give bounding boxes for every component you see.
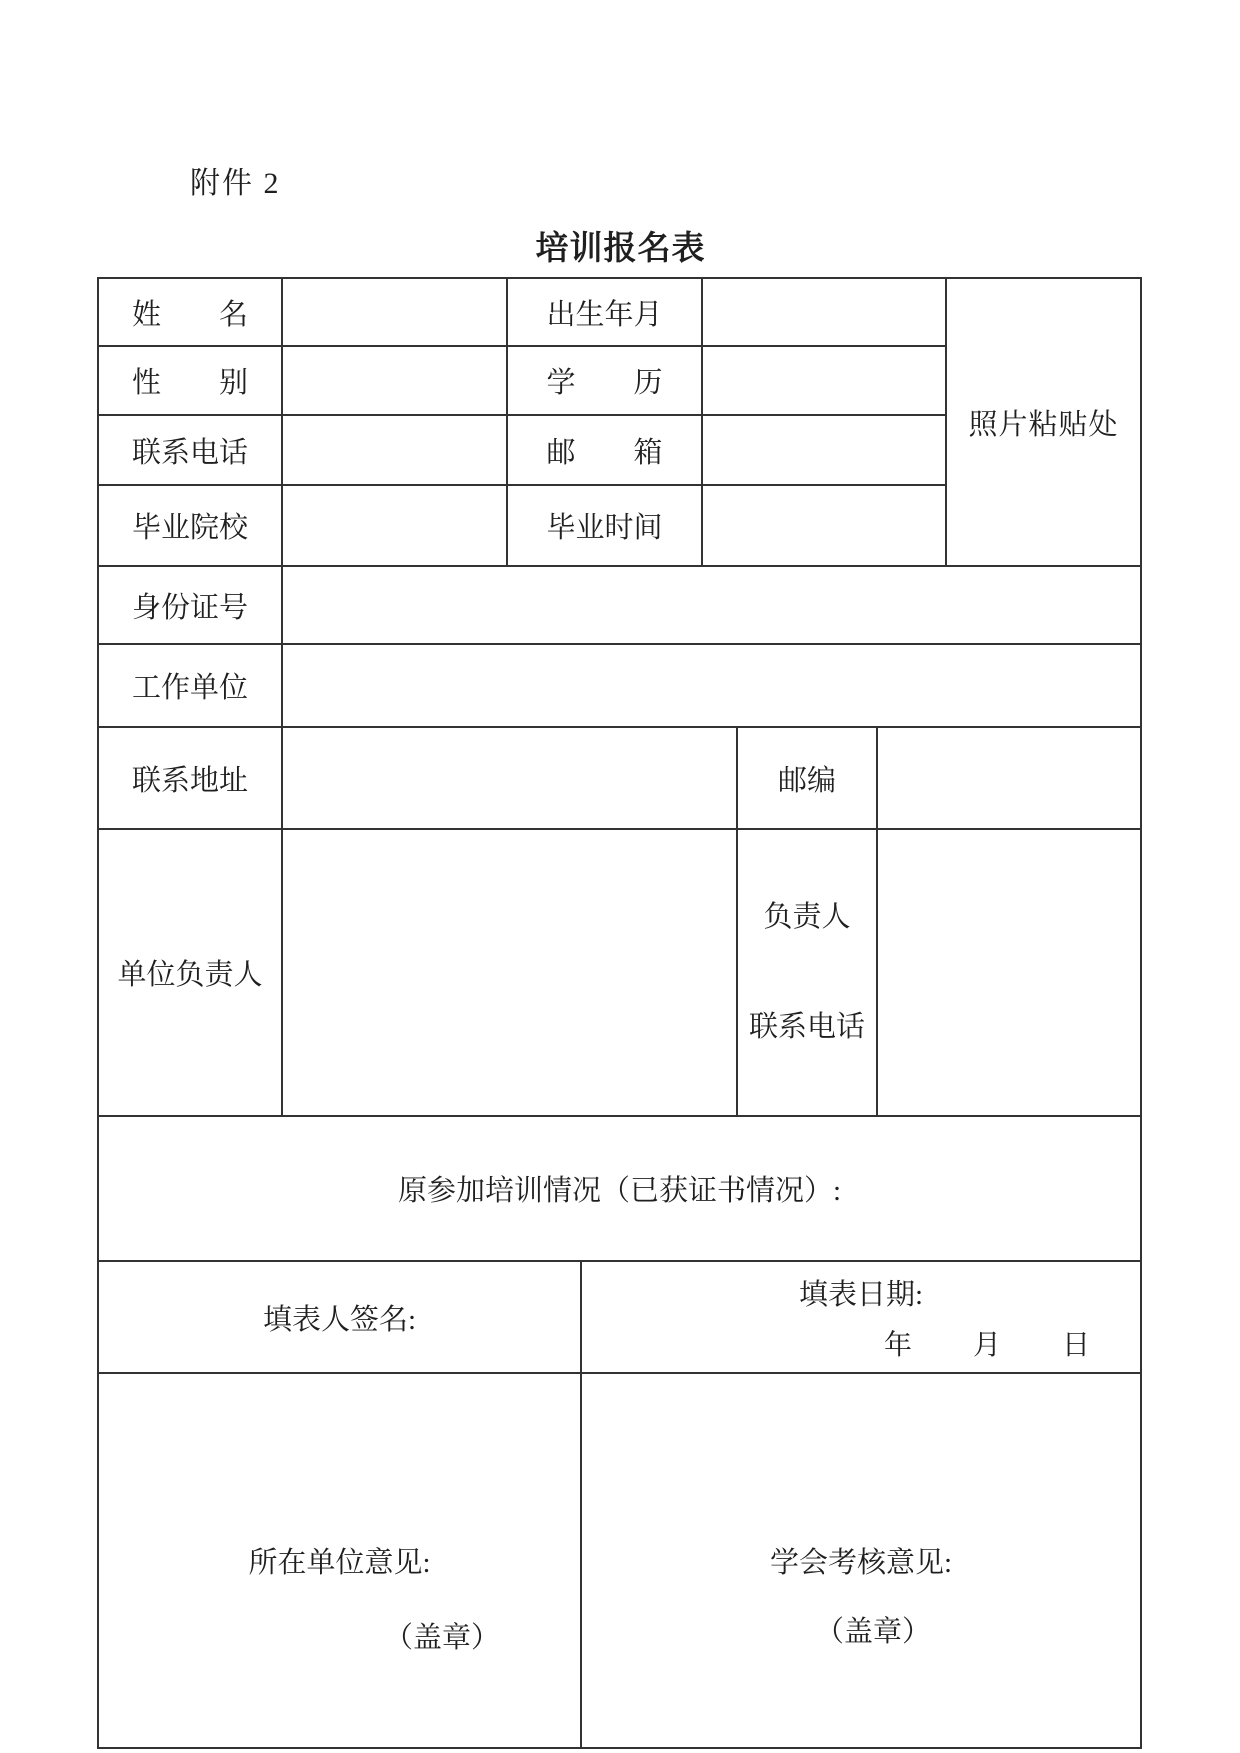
day-label: 日 (1062, 1329, 1091, 1361)
table-row (98, 1261, 1141, 1373)
unit-head-label: 单位负责人 (98, 829, 282, 1116)
head-phone-label-line1: 负责人 (763, 901, 851, 933)
name-fill-cell[interactable] (282, 278, 507, 346)
unit-opinion-label: 所在单位意见: (248, 1547, 431, 1579)
fill-date-cell[interactable] (581, 1261, 1141, 1373)
unit-head-fill-cell[interactable] (282, 829, 737, 1116)
id-number-label: 身份证号 (98, 566, 282, 644)
filler-signature-cell[interactable] (98, 1261, 581, 1373)
month-label: 月 (973, 1329, 1002, 1361)
head-phone-label (737, 829, 877, 1116)
name-label: 姓 名 (98, 278, 282, 346)
postal-code-label: 邮编 (737, 727, 877, 829)
education-label: 学 历 (507, 346, 702, 415)
training-history-cell[interactable] (98, 1116, 1141, 1261)
graduate-school-label: 毕业院校 (98, 485, 282, 566)
unit-seal-label: （盖章） (384, 1622, 501, 1654)
filler-signature-label: 填表人签名: (262, 1303, 417, 1336)
table-row (98, 1116, 1141, 1261)
id-number-fill-cell[interactable] (282, 566, 1141, 644)
table-row (98, 644, 1141, 727)
table-row (98, 727, 1141, 829)
graduate-school-fill-cell[interactable] (282, 485, 507, 566)
society-seal-label: （盖章） (815, 1616, 932, 1648)
date-line (582, 1323, 1140, 1363)
postal-code-fill-cell[interactable] (877, 727, 1141, 829)
training-history-label: 原参加培训情况（已获证书情况）: (397, 1175, 842, 1207)
registration-table (97, 277, 1142, 1749)
table-row (98, 278, 1141, 346)
table-row (98, 829, 1141, 1116)
fill-date-label: 填表日期: (798, 1278, 924, 1311)
graduation-time-fill-cell[interactable] (702, 485, 946, 566)
work-unit-fill-cell[interactable] (282, 644, 1141, 727)
email-fill-cell[interactable] (702, 415, 946, 485)
birth-date-label: 出生年月 (507, 278, 702, 346)
graduation-time-label: 毕业时间 (507, 485, 702, 566)
society-opinion-cell[interactable] (581, 1373, 1141, 1748)
photo-area-cell: 照片粘贴处 (946, 278, 1141, 566)
gender-label: 性 别 (98, 346, 282, 415)
table-row (98, 1373, 1141, 1748)
email-label: 邮 箱 (507, 415, 702, 485)
birth-date-fill-cell[interactable] (702, 278, 946, 346)
unit-opinion-cell[interactable] (98, 1373, 581, 1748)
society-opinion-label: 学会考核意见: (769, 1547, 953, 1579)
education-fill-cell[interactable] (702, 346, 946, 415)
contact-phone-label: 联系电话 (98, 415, 282, 485)
head-phone-label-line2: 联系电话 (749, 1010, 866, 1043)
attachment-label: 附件 2 (190, 167, 281, 200)
contact-phone-fill-cell[interactable] (282, 415, 507, 485)
contact-address-label: 联系地址 (98, 727, 282, 829)
gender-fill-cell[interactable] (282, 346, 507, 415)
table-row (98, 566, 1141, 644)
form-title: 培训报名表 (535, 231, 706, 267)
contact-address-fill-cell[interactable] (282, 727, 737, 829)
head-phone-fill-cell[interactable] (877, 829, 1141, 1116)
year-label: 年 (884, 1329, 913, 1361)
work-unit-label: 工作单位 (98, 644, 282, 727)
